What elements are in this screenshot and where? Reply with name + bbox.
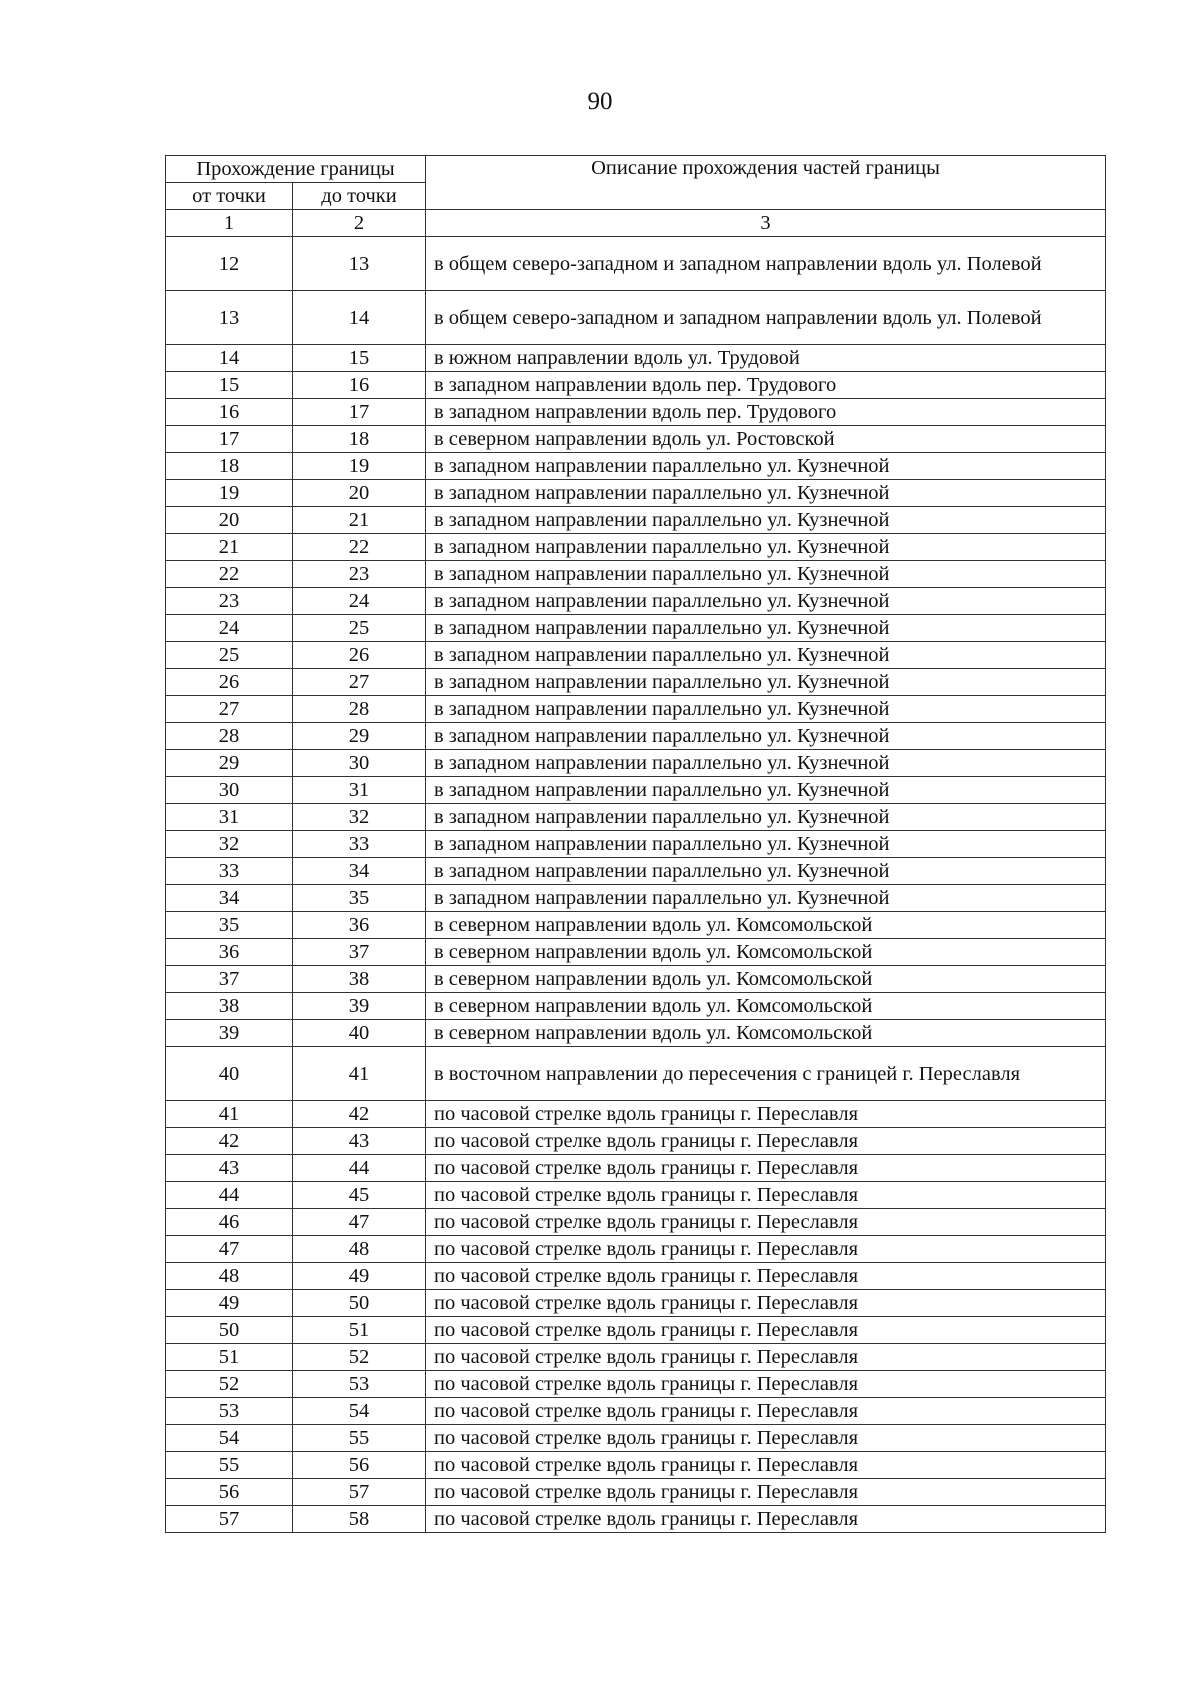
to-point-cell: 29 [293,723,426,750]
table-row [166,777,1106,804]
description-cell: в западном направлении параллельно ул. Кузнечной [426,858,1106,885]
table-row [166,453,1106,480]
from-point-cell: 17 [166,426,293,453]
from-point-cell: 36 [166,939,293,966]
description-cell: в южном направлении вдоль ул. Трудовой [426,345,1106,372]
from-point-cell: 26 [166,669,293,696]
description-cell: по часовой стрелке вдоль границы г. Переславля [426,1317,1106,1344]
from-point-cell: 22 [166,561,293,588]
description-cell: по часовой стрелке вдоль границы г. Переславля [426,1236,1106,1263]
table-row [166,1425,1106,1452]
to-point-cell: 41 [293,1047,426,1101]
to-point-cell: 23 [293,561,426,588]
column-number-row [166,210,1106,237]
description-cell: по часовой стрелке вдоль границы г. Переславля [426,1452,1106,1479]
to-point-cell: 30 [293,750,426,777]
description-cell: по часовой стрелке вдоль границы г. Переславля [426,1128,1106,1155]
from-point-cell: 20 [166,507,293,534]
table-row [166,939,1106,966]
to-point-cell: 32 [293,804,426,831]
page-number: 90 [587,88,613,115]
description-cell: по часовой стрелке вдоль границы г. Переславля [426,1290,1106,1317]
description-cell: в западном направлении параллельно ул. Кузнечной [426,750,1106,777]
to-point-cell: 45 [293,1182,426,1209]
description-cell: в западном направлении параллельно ул. Кузнечной [426,534,1106,561]
table-row [166,723,1106,750]
to-point-cell: 15 [293,345,426,372]
description-cell: по часовой стрелке вдоль границы г. Переславля [426,1101,1106,1128]
from-point-cell: 33 [166,858,293,885]
description-cell: по часовой стрелке вдоль границы г. Переславля [426,1155,1106,1182]
table-row [166,804,1106,831]
column-number-1: 1 [166,210,293,237]
description-cell: в западном направлении параллельно ул. Кузнечной [426,507,1106,534]
description-cell: в северном направлении вдоль ул. Комсомольской [426,1020,1106,1047]
table-row [166,885,1106,912]
table-row [166,372,1106,399]
from-point-cell: 32 [166,831,293,858]
to-point-cell: 31 [293,777,426,804]
description-cell: в западном направлении параллельно ул. Кузнечной [426,669,1106,696]
description-cell: по часовой стрелке вдоль границы г. Переславля [426,1182,1106,1209]
table-row [166,1236,1106,1263]
to-point-cell: 24 [293,588,426,615]
table-row [166,399,1106,426]
to-point-cell: 17 [293,399,426,426]
from-point-cell: 57 [166,1506,293,1533]
to-point-cell: 56 [293,1452,426,1479]
table-row [166,480,1106,507]
table-row [166,669,1106,696]
description-cell: в западном направлении параллельно ул. Кузнечной [426,453,1106,480]
to-point-cell: 38 [293,966,426,993]
from-point-cell: 14 [166,345,293,372]
header-boundary-passage: Прохождение границы [166,156,426,183]
to-point-cell: 20 [293,480,426,507]
to-point-cell: 52 [293,1344,426,1371]
from-point-cell: 13 [166,291,293,345]
from-point-cell: 37 [166,966,293,993]
table-row [166,1479,1106,1506]
table-row [166,1344,1106,1371]
description-cell: в западном направлении вдоль пер. Трудового [426,372,1106,399]
table-row [166,237,1106,291]
to-point-cell: 37 [293,939,426,966]
description-cell: в северном направлении вдоль ул. Ростовской [426,426,1106,453]
table-row [166,642,1106,669]
from-point-cell: 23 [166,588,293,615]
table-row [166,858,1106,885]
from-point-cell: 24 [166,615,293,642]
to-point-cell: 18 [293,426,426,453]
description-cell: по часовой стрелке вдоль границы г. Переславля [426,1371,1106,1398]
from-point-cell: 12 [166,237,293,291]
table-row [166,1155,1106,1182]
description-cell: по часовой стрелке вдоль границы г. Переславля [426,1506,1106,1533]
description-cell: по часовой стрелке вдоль границы г. Переславля [426,1344,1106,1371]
from-point-cell: 21 [166,534,293,561]
to-point-cell: 25 [293,615,426,642]
from-point-cell: 39 [166,1020,293,1047]
table-row [166,615,1106,642]
from-point-cell: 27 [166,696,293,723]
to-point-cell: 42 [293,1101,426,1128]
table-row [166,426,1106,453]
description-cell: в западном направлении параллельно ул. Кузнечной [426,885,1106,912]
to-point-cell: 33 [293,831,426,858]
description-cell: в западном направлении параллельно ул. Кузнечной [426,561,1106,588]
description-cell: по часовой стрелке вдоль границы г. Переславля [426,1209,1106,1236]
to-point-cell: 26 [293,642,426,669]
table-row [166,1128,1106,1155]
header-row-group [166,156,1106,183]
description-cell: в северном направлении вдоль ул. Комсомольской [426,939,1106,966]
description-cell: в западном направлении параллельно ул. Кузнечной [426,480,1106,507]
to-point-cell: 34 [293,858,426,885]
from-point-cell: 52 [166,1371,293,1398]
table-row [166,588,1106,615]
table-row [166,534,1106,561]
description-cell: в западном направлении параллельно ул. Кузнечной [426,777,1106,804]
description-cell: в северном направлении вдоль ул. Комсомольской [426,966,1106,993]
to-point-cell: 49 [293,1263,426,1290]
from-point-cell: 46 [166,1209,293,1236]
to-point-cell: 39 [293,993,426,1020]
description-cell: в западном направлении параллельно ул. Кузнечной [426,588,1106,615]
to-point-cell: 35 [293,885,426,912]
to-point-cell: 57 [293,1479,426,1506]
table-row [166,1182,1106,1209]
description-cell: по часовой стрелке вдоль границы г. Переславля [426,1479,1106,1506]
to-point-cell: 54 [293,1398,426,1425]
from-point-cell: 49 [166,1290,293,1317]
table-row [166,1506,1106,1533]
from-point-cell: 50 [166,1317,293,1344]
to-point-cell: 21 [293,507,426,534]
to-point-cell: 13 [293,237,426,291]
from-point-cell: 43 [166,1155,293,1182]
description-cell: по часовой стрелке вдоль границы г. Переславля [426,1263,1106,1290]
from-point-cell: 55 [166,1452,293,1479]
table-body [166,237,1106,1533]
from-point-cell: 47 [166,1236,293,1263]
from-point-cell: 56 [166,1479,293,1506]
boundary-table-container [165,155,1106,1533]
from-point-cell: 53 [166,1398,293,1425]
header-to-point: до точки [293,183,426,210]
from-point-cell: 38 [166,993,293,1020]
table-row [166,696,1106,723]
table-row [166,1263,1106,1290]
description-cell: в общем северо-западном и западном направлении вдоль ул. Полевой [426,237,1106,291]
from-point-cell: 48 [166,1263,293,1290]
from-point-cell: 44 [166,1182,293,1209]
to-point-cell: 50 [293,1290,426,1317]
from-point-cell: 54 [166,1425,293,1452]
table-row [166,912,1106,939]
to-point-cell: 58 [293,1506,426,1533]
from-point-cell: 18 [166,453,293,480]
table-row [166,1371,1106,1398]
description-cell: в северном направлении вдоль ул. Комсомольской [426,993,1106,1020]
table-row [166,1317,1106,1344]
table-header [166,156,1106,237]
table-row [166,831,1106,858]
to-point-cell: 16 [293,372,426,399]
description-cell: в общем северо-западном и западном направлении вдоль ул. Полевой [426,291,1106,345]
table-row [166,1047,1106,1101]
from-point-cell: 35 [166,912,293,939]
column-number-3: 3 [426,210,1106,237]
table-row [166,750,1106,777]
from-point-cell: 19 [166,480,293,507]
to-point-cell: 28 [293,696,426,723]
to-point-cell: 19 [293,453,426,480]
from-point-cell: 34 [166,885,293,912]
to-point-cell: 55 [293,1425,426,1452]
to-point-cell: 22 [293,534,426,561]
to-point-cell: 27 [293,669,426,696]
to-point-cell: 36 [293,912,426,939]
description-cell: в западном направлении параллельно ул. Кузнечной [426,642,1106,669]
description-cell: в западном направлении параллельно ул. Кузнечной [426,804,1106,831]
from-point-cell: 31 [166,804,293,831]
to-point-cell: 47 [293,1209,426,1236]
table-row [166,1209,1106,1236]
from-point-cell: 25 [166,642,293,669]
description-cell: по часовой стрелке вдоль границы г. Переславля [426,1425,1106,1452]
from-point-cell: 41 [166,1101,293,1128]
to-point-cell: 40 [293,1020,426,1047]
table-row [166,291,1106,345]
description-cell: в западном направлении вдоль пер. Трудового [426,399,1106,426]
description-cell: в западном направлении параллельно ул. Кузнечной [426,696,1106,723]
description-cell: в западном направлении параллельно ул. Кузнечной [426,831,1106,858]
table-row [166,1290,1106,1317]
from-point-cell: 15 [166,372,293,399]
from-point-cell: 42 [166,1128,293,1155]
description-cell: в западном направлении параллельно ул. Кузнечной [426,723,1106,750]
to-point-cell: 53 [293,1371,426,1398]
description-cell: в западном направлении параллельно ул. Кузнечной [426,615,1106,642]
to-point-cell: 44 [293,1155,426,1182]
boundary-table [165,155,1106,1533]
description-cell: по часовой стрелке вдоль границы г. Переславля [426,1398,1106,1425]
header-description: Описание прохождения частей границы [426,156,1106,210]
table-row [166,507,1106,534]
from-point-cell: 28 [166,723,293,750]
description-cell: в восточном направлении до пересечения с границей г. Переславля [426,1047,1106,1101]
from-point-cell: 16 [166,399,293,426]
from-point-cell: 30 [166,777,293,804]
table-row [166,966,1106,993]
table-row [166,345,1106,372]
from-point-cell: 29 [166,750,293,777]
to-point-cell: 43 [293,1128,426,1155]
table-row [166,1020,1106,1047]
description-cell: в северном направлении вдоль ул. Комсомольской [426,912,1106,939]
from-point-cell: 40 [166,1047,293,1101]
table-row [166,1398,1106,1425]
to-point-cell: 48 [293,1236,426,1263]
from-point-cell: 51 [166,1344,293,1371]
table-row [166,561,1106,588]
table-row [166,1101,1106,1128]
to-point-cell: 51 [293,1317,426,1344]
to-point-cell: 14 [293,291,426,345]
table-row [166,993,1106,1020]
table-row [166,1452,1106,1479]
header-from-point: от точки [166,183,293,210]
column-number-2: 2 [293,210,426,237]
